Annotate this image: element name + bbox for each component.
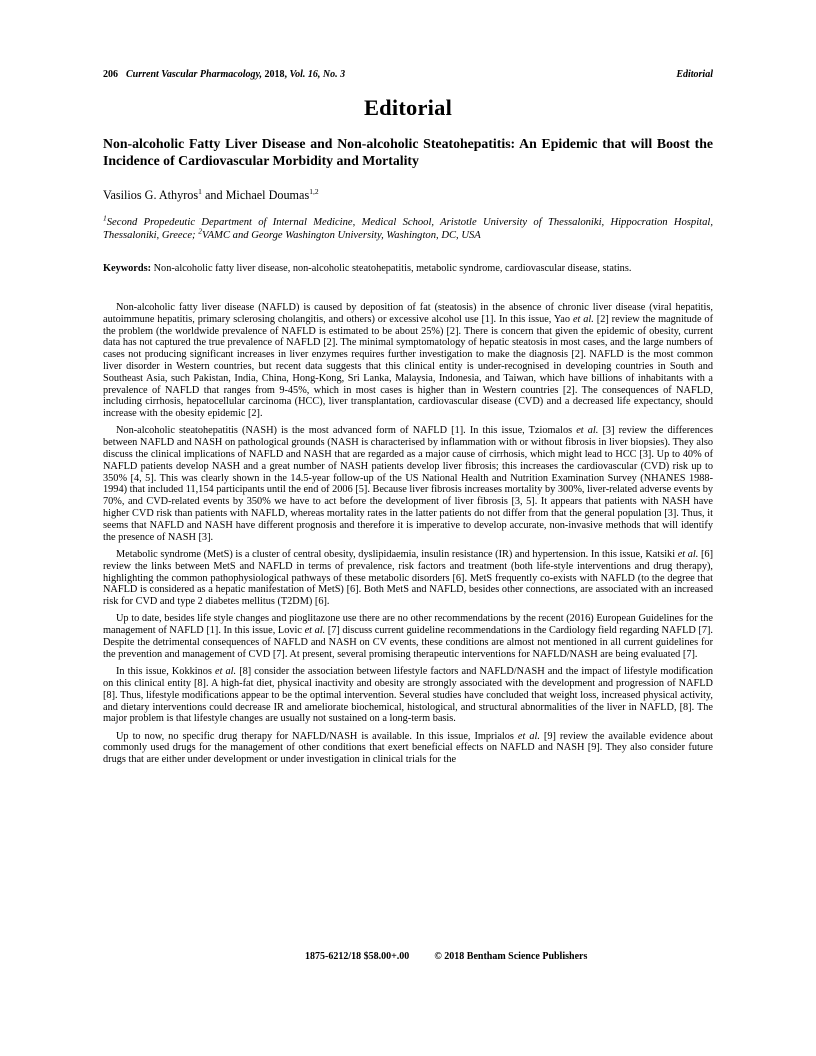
paragraph-text: [7] discuss current guideline recommendations in the Cardiology field regarding NAFLD [7]. Despite the detrimental consequences of NAFLD and NASH on CV events, these conditions are almost not mentioned in all current guidelines for the prevention and management of CVD [7]. At present, several promising therapeutic interventions for NAFLD/NASH are being evaluated [7].: [103, 625, 714, 660]
body-paragraph: [103, 731, 713, 766]
keywords-line: [103, 263, 713, 275]
affiliation-2-superscript: 2: [198, 226, 202, 236]
issn-price-code: 1875-6212/18 $58.00+.00: [305, 951, 410, 962]
journal-name: Current Vascular Pharmacology,: [126, 69, 263, 80]
paragraph-text: In this issue, Kokkinos: [116, 666, 216, 678]
body-paragraph: [103, 666, 713, 725]
body-paragraph: [103, 425, 713, 543]
et-al-italic: et al.: [517, 730, 540, 742]
author-2-affiliation-superscript: 1,2: [309, 187, 319, 197]
paragraph-text: [6] review the links between MetS and NAFLD in terms of prevalence, risk factors and treatment (both life-style interventions and drug therapy), highlighting the common pathophysiological pathways of these metabolic disorders [6]. MetS frequently co-exists with NAFLD (to the degree that NAFLD is considered as a hepatic manifestation of MetS) [6]. Both MetS and NAFLD, besides other connections, are associated with an increased risk for CVD and type 2 diabetes mellitus (T2DM) [6].: [103, 548, 713, 608]
paragraph-text: Metabolic syndrome (MetS) is a cluster of central obesity, dyslipidaemia, insulin resistance (IR) and hypertension. In this issue, Katsiki: [116, 548, 678, 560]
journal-year: 2018,: [262, 69, 288, 80]
paragraph-text: Non-alcoholic steatohepatitis (NASH) is the most advanced form of NAFLD [1]. In this issue, Tziomalos: [116, 425, 577, 437]
article-body: [103, 302, 713, 766]
paragraph-text: Up to now, no specific drug therapy for NAFLD/NASH is available. In this issue, Imprialos: [116, 730, 518, 742]
et-al-italic: et al.: [677, 548, 699, 560]
paragraph-text: Non-alcoholic fatty liver disease (NAFLD) is caused by deposition of fat (steatosis) in the absence of chronic liver disease (viral hepatitis, autoimmune hepatitis, primary sclerosing cholangitis, and others) or excessive alcohol use [1]. In this issue, Yao: [103, 302, 713, 325]
et-al-italic: et al.: [304, 625, 326, 637]
body-paragraph: [103, 613, 713, 660]
author-name-2: Michael Doumas: [225, 188, 310, 203]
paragraph-text: [2] review the magnitude of the problem (the worldwide prevalence of NAFLD is estimated to be about 25%) [2]. There is concern that given the epidemic of obesity, current data has not captured the true prevalence of NAFLD [2]. The minimal symptomatology of hepatic steatosis in most cases, and the large numbers of cases not producing significant increases in liver enzymes requires further investigation to make the diagnosis [2]. NAFLD is the most common liver disorder in Western countries, but recent data suggests that this clinical entity is under-recognised in developing countries in South and Southeast Asia, such Pakistan, India, China, Hong-Kong, Sri Lanka, Malaysia, Indonesia, and Taiwan, which have billions of inhabitants with a prevalence of NAFLD that ranges from 9-45%, which in most cases is higher than in Western countries [2]. The consequences of NAFLD, including cirrhosis, hepatocellular carcinoma (HCC), liver transplantation, cardiovascular disease (CVD) and a decreased life expectancy, should increase with the obesity epidemic [2].: [103, 313, 714, 420]
running-header-left: [103, 69, 345, 80]
et-al-italic: et al.: [572, 313, 594, 325]
author-line: [103, 188, 713, 203]
copyright-notice: © 2018 Bentham Science Publishers: [434, 951, 588, 962]
body-paragraph: [103, 549, 713, 608]
section-title: Editorial: [363, 95, 453, 120]
running-header: [103, 69, 713, 80]
et-al-italic: et al.: [215, 666, 237, 678]
author-name-1: Vasilios G. Athyros: [103, 188, 199, 203]
paragraph-text: [9] review the available evidence about commonly used drugs for the management of other conditions that exert beneficial effects on NAFLD and NASH [9]. They also consider future drugs that are either under development or under investigation in clinical trials for the: [103, 730, 714, 766]
article-title: Non-alcoholic Fatty Liver Disease and Non-alcoholic Steatohepatitis: An Epidemic that will Boost the Incidence of Cardiovascular Morbidity and Mortality: [103, 136, 713, 169]
author-connector: and: [201, 188, 226, 203]
running-header-right: Editorial: [676, 69, 713, 80]
keywords-text: Non-alcoholic fatty liver disease, non-alcoholic steatohepatitis, metabolic syndrome, cardiovascular disease, statins.: [151, 263, 632, 275]
affiliation-1-text: Second Propedeutic Department of Internal Medicine, Medical School, Aristotle University of Thessaloniki, Hippocration Hospital, Thessaloniki, Greece;: [103, 217, 713, 242]
affiliation-line: [103, 213, 713, 243]
paragraph-text: [3] review the differences between NAFLD and NASH on pathological grounds (NASH is characterised by inflammation with or without fibrosis in liver biopsies). They also discuss the clinical implications of NAFLD and NASH that are regarded as a major cause of cirrhosis, which might lead to HCC [3]. Up to 40% of NAFLD patients develop NASH and a great number of NASH patients develop liver fibrosis; this increases the cardiovascular (CVD) risk up to 350% [4, 5]. This was clearly shown in the 14.5-year follow-up of the US National Health and Nutrition Examination Survey (NHANES 1988-1994) that included 11,154 participants until the end of 2006 [5]. Because liver fibrosis increases mortality by 300%, liver-related adverse events by 70%, and CVD-related events by 350% we have to act before the development of liver fibrosis [3, 5]. It appears that patients with NASH have higher CVD risk than patients with NAFLD, whereas mortality rates in the latter patients do not differ from that the general population [3]. Thus, it seems that NAFLD and NASH have different prognosis and therefore it is imperative to develop accurate, non-invasive methods that will identify the presence of NASH [3].: [103, 425, 713, 543]
page-footer: [305, 951, 587, 962]
paragraph-text: [8] consider the association between lifestyle factors and NAFLD/NASH and the impact of lifestyle modification on this clinical entity [8]. A high-fat diet, physical inactivity and obesity are strongly associated with the development and progression of NAFLD [8]. Thus, lifestyle modifications appear to be the optimal intervention. Several studies have concluded that weight loss, increased physical activity, and dietary interventions could decrease IR and ameliorate biochemical, histological, and structural abnormalities of the liver in NAFLD, [8]. The major problem is that lifestyle changes are usually not sustained on a long-term basis.: [103, 666, 714, 725]
et-al-italic: et al.: [576, 425, 599, 437]
paragraph-text: Up to date, besides life style changes and pioglitazone use there are no other recommendations by the recent (2016) European Guidelines for the management of NAFLD [1]. In this issue, Lovic: [103, 613, 713, 637]
keywords-label: Keywords:: [103, 263, 152, 275]
body-paragraph: [103, 302, 713, 420]
affiliation-2-text: VAMC and George Washington University, Washington, DC, USA: [201, 230, 481, 242]
page-number: 206: [103, 69, 118, 80]
affiliation-1-superscript: 1: [103, 213, 107, 223]
author-1-affiliation-superscript: 1: [198, 187, 202, 197]
journal-volume: Vol. 16, No. 3: [287, 69, 346, 80]
